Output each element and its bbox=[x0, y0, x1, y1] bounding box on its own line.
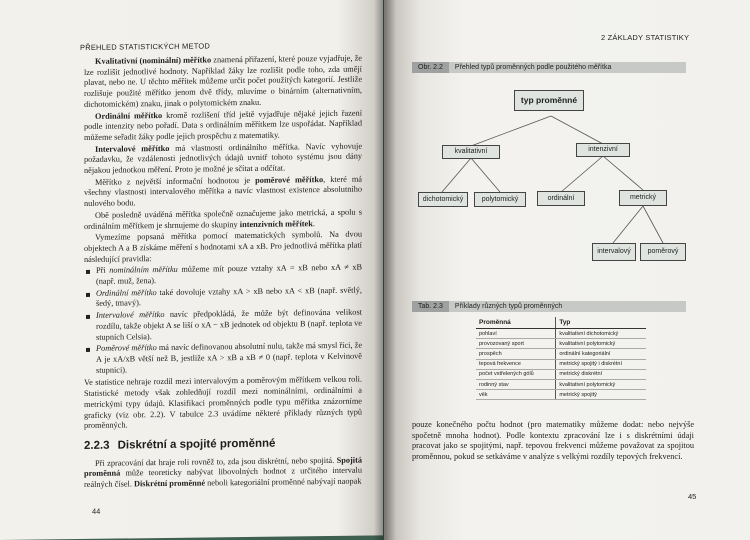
column-header: Typ bbox=[556, 317, 646, 329]
node-metricky: metrický bbox=[619, 190, 667, 206]
para-interval: Intervalové měřítko má vlastnosti ordinálního měřítka. Navíc vyhovuje požadavku, že vzdálenosti jednotlivých údajů uvnitř tohoto systému jsou dány nějakou jednotkou měření. Proto je možné je sčítat a odčítat. bbox=[84, 141, 363, 176]
para-closing: Ve statistice nehraje rozdíl mezi intervalovým a poměrovým měřítkem velkou roli. Statistické metody však zohledňují rozdíl mezi nominálními, ordinálními a metrickými typy údajů. Klasifikaci proměnných podle typu měřítka znázorníme graficky (viz obr. 2.2). V tabulce 2.3 uvádíme některé příklady různých typů proměnných. bbox=[84, 374, 362, 431]
para-nominal: Kvalitativní (nominální) měřítko znamená přiřazení, které pouze vyjadřuje, že lze rozlišit jednotlivé hodnoty. Například žáky lze rozlišit podle toho, zda umějí plavat, nebo ne. U těchto měřítek můžeme určit počet použitých kategorií. Jestliže rozlišuje použité měřítko jenom dvě třídy, mluvíme o binárním (alternativním, dichotomickém) znaku, jinak o polytomickém znaku. bbox=[84, 53, 362, 109]
table-row: provozovaný sport kvalitativní polytomický bbox=[476, 339, 646, 349]
node-kvalitativni: kvalitativní bbox=[442, 145, 500, 159]
para-intensive: Obě posledně uváděná měřítka společně označujeme jako metrická, a spolu s ordinálním měřítkem je shrnujeme do skupiny intenzivních měřítek. bbox=[84, 207, 362, 231]
para-ordinal: Ordinální měřítko kromě rozlišení tříd ještě vyjadřuje nějaké jejich řazení podle intenzity nebo pořadí. Data s ordinálním měřítkem lze uspořádat. Například můžeme seřadit žáky podle jejich prospěchu z matematiky. bbox=[84, 108, 362, 142]
table-row: počet vstřelených gólů metrický diskrétní bbox=[476, 369, 646, 379]
list-item: Při nominálním měřítku můžeme mít pouze vztahy xA = xB nebo xA ≠ xB (např. muž, žena). bbox=[84, 263, 362, 288]
list-item: Intervalové měřítko navíc předpokládá, že může být definována velikost rozdílu, takže objekt A se liší o xA − xB jednotek od objektu B (např. teplota ve stupních Celsia). bbox=[84, 308, 362, 344]
running-head-left: PŘEHLED STATISTICKÝCH METOD bbox=[80, 41, 210, 53]
node-pomerovy: poměrový bbox=[640, 243, 686, 261]
node-intervalovy: intervalový bbox=[592, 243, 636, 261]
para-discrete: Při zpracování dat hraje roli rovněž to, zda jsou diskrétní, nebo spojitá. Spojitá proměnná může teoreticky nabývat libovolných hodnot z určitého intervalu reálných čísel. Diskrétní proměnné neboli kategoriální proměnné nabývají naopak bbox=[84, 455, 362, 489]
node-intenzivni: intenzivní bbox=[576, 143, 630, 157]
node-dichotomicky: dichotomický bbox=[418, 192, 468, 207]
node-polytomicky: polytomický bbox=[474, 192, 526, 207]
figure-tag: Obr. 2.2 bbox=[412, 62, 449, 73]
right-body-text bbox=[412, 420, 694, 463]
table-row: věk metrický spojitý bbox=[476, 390, 646, 400]
node-typ-promenne: typ proměnné bbox=[514, 90, 584, 111]
section-heading: 2.2.3 Diskrétní a spojité proměnné bbox=[84, 437, 276, 452]
list-item: Poměrové měřítko má navíc definovanou absolutní nulu, takže má smysl říci, že A je xA/xB větší než B, jestliže xA > xB a xB ≠ 0 (např. teplota v Kelvinově stupnici). bbox=[84, 341, 362, 377]
page-number-right: 45 bbox=[688, 492, 697, 501]
table-header-row bbox=[476, 317, 646, 329]
table-row: rodinný stav kvalitativní polytomický bbox=[476, 379, 646, 389]
table-row: tepová frekvence metrický spojitý i diskrétní bbox=[476, 359, 646, 369]
column-header: Proměnná bbox=[476, 317, 556, 329]
page-number-left: 44 bbox=[92, 506, 101, 516]
running-head-right: 2 ZÁKLADY STATISTIKY bbox=[601, 33, 690, 42]
table-tag: Tab. 2.3 bbox=[412, 301, 449, 312]
para-symbols: Vymezíme popsaná měřítka pomocí matematických symbolů. Na dvou objektech A a B získáme měření s hodnotami xA a xB. Pro jednotlivá měřítka platí následující pravidla: bbox=[84, 229, 362, 264]
para-ratio: Měřítko z největší informační hodnotou je poměrové měřítko, které má všechny vlastnosti intervalového měřítka a navíc vlastnost existence absolutního nulového bodu. bbox=[84, 174, 362, 209]
list-item: Ordinální měřítko také dovoluje vztahy xA > xB nebo xA < xB (např. světlý, šedý, tmavý). bbox=[84, 285, 362, 310]
table-row: pohlaví kvalitativní dichotomický bbox=[476, 329, 646, 339]
figure-caption: Přehled typů proměnných podle použitého měřítka bbox=[454, 64, 612, 71]
para-continuation: pouze konečného počtu hodnot (pro matematiky můžeme dodat: nebo nejvýše spočetně mnoha hodnot). Podle kontextu zpracování lze i s diskrétními údaji pracovat jako se spojitými, např. tepovou frekvenci můžeme považovat za spojitou proměnnou, pokud se setkáváme v analýze s velkými rozdíly tepových frekvencí. bbox=[412, 420, 694, 462]
table-caption: Příklady různých typů proměnných bbox=[454, 303, 563, 310]
node-ordinalni: ordinální bbox=[537, 191, 585, 206]
table-row: prospěch ordinální kategoriální bbox=[476, 349, 646, 359]
table-caption-bar bbox=[412, 301, 686, 312]
variable-types-table bbox=[476, 317, 646, 400]
